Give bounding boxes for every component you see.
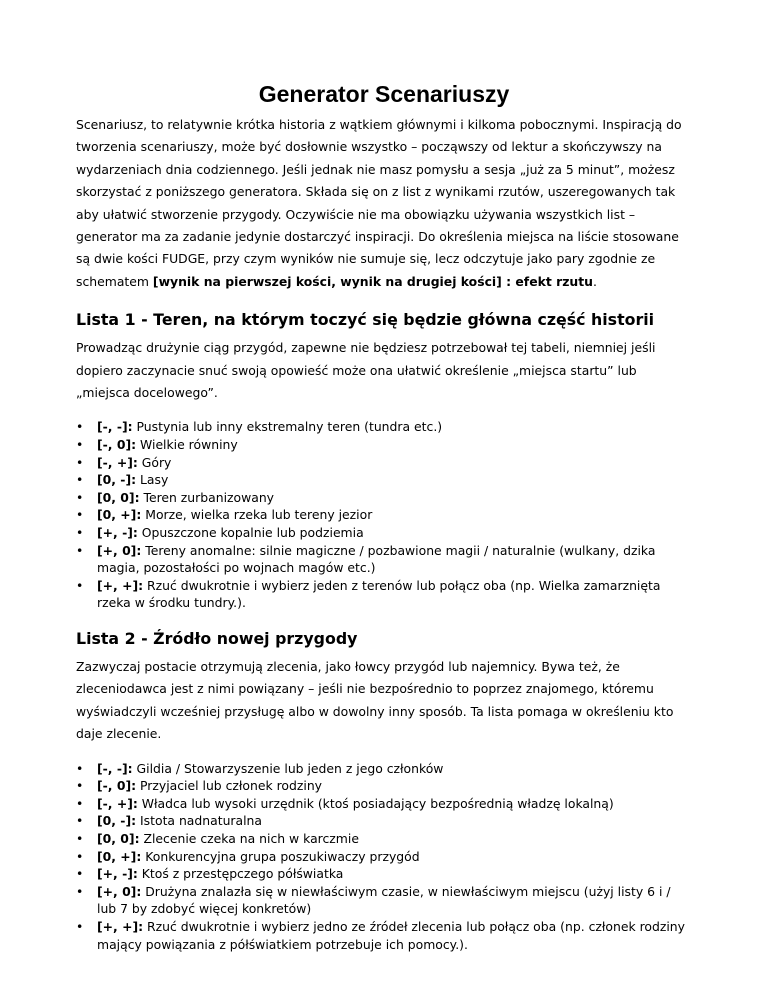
roll-result-key: [+, +]: bbox=[97, 577, 144, 593]
roll-result-key: [-, +]: bbox=[97, 454, 138, 470]
roll-result-text: Opuszczone kopalnie lub podziemia bbox=[137, 525, 364, 541]
list-item bbox=[76, 865, 692, 883]
list-item bbox=[76, 524, 692, 542]
roll-result-key: [0, -]: bbox=[97, 813, 137, 829]
roll-result-key: [-, -]: bbox=[97, 760, 133, 776]
bullet-icon: • bbox=[76, 525, 84, 541]
roll-result-text: Ktoś z przestępczego półświatka bbox=[137, 866, 344, 882]
roll-result-text: Morze, wielka rzeka lub tereny jezior bbox=[141, 507, 373, 523]
list-item bbox=[76, 830, 692, 848]
list-item bbox=[76, 506, 692, 524]
list-2-items bbox=[76, 760, 692, 954]
list-1-description: Prowadząc drużynie ciąg przygód, zapewne nie będziesz potrzebował tej tabeli, niemniej jeśli dopiero zaczynacie snuć swoją opowieść może ona ułatwić określenie „miejsca startu” lub „miejsca docelowego”. bbox=[76, 340, 656, 401]
roll-result-key: [+, -]: bbox=[97, 866, 138, 882]
bullet-icon: • bbox=[76, 831, 84, 846]
roll-result-text: Istota nadnaturalna bbox=[136, 813, 262, 829]
list-item bbox=[76, 577, 692, 612]
list-item bbox=[76, 812, 692, 830]
list-item bbox=[76, 918, 692, 953]
roll-result-text: Teren zurbanizowany bbox=[139, 489, 275, 505]
bullet-icon: • bbox=[76, 507, 84, 523]
bullet-icon: • bbox=[76, 489, 84, 505]
bullet-icon: • bbox=[76, 419, 84, 435]
list-1-heading: Lista 1 - Teren, na którym toczyć się będzie główna część historii bbox=[76, 310, 655, 330]
roll-result-text: Góry bbox=[137, 454, 172, 470]
roll-result-key: [0, +]: bbox=[97, 848, 142, 864]
bullet-icon: • bbox=[76, 918, 84, 934]
list-2-description: Zazwyczaj postacie otrzymują zlecenia, jako łowcy przygód lub najemnicy. Bywa też, że zleceniodawca jest z nimi powiązany – jeśli nie bezpośrednio to poprzez znajomego, któremu wyświadczyli wcześniej przysługę albo w dowolny inny sposób. Ta lista pomaga w określeniu kto daje zlecenie. bbox=[76, 659, 674, 742]
bullet-icon: • bbox=[76, 848, 84, 864]
bullet-icon: • bbox=[76, 795, 84, 811]
roll-result-key: [0, 0]: bbox=[97, 831, 140, 846]
roll-result-key: [+, +]: bbox=[97, 918, 144, 934]
list-item bbox=[76, 471, 692, 489]
roll-result-text: Rzuć dwukrotnie i wybierz jeden z terenów lub połącz oba (np. Wielka zamarznięta rzeka w środku tundry.). bbox=[97, 577, 661, 611]
roll-result-key: [-, 0]: bbox=[97, 437, 137, 453]
bullet-icon: • bbox=[76, 883, 84, 899]
bullet-icon: • bbox=[76, 542, 84, 558]
list-item bbox=[76, 454, 692, 472]
roll-result-text: Wielkie równiny bbox=[136, 437, 238, 453]
page-title: Generator Scenariuszy bbox=[258, 81, 510, 107]
intro-paragraph bbox=[76, 114, 692, 293]
roll-result-text: Władca lub wysoki urzędnik (ktoś posiadający bezpośrednią władzę lokalną) bbox=[137, 795, 614, 811]
bullet-icon: • bbox=[76, 778, 84, 794]
bullet-icon: • bbox=[76, 454, 84, 470]
roll-result-key: [-, 0]: bbox=[97, 778, 137, 794]
roll-result-key: [-, -]: bbox=[97, 419, 133, 435]
bullet-icon: • bbox=[76, 866, 84, 882]
list-2-section bbox=[76, 628, 692, 953]
list-item bbox=[76, 418, 692, 436]
roll-result-text: Gildia / Stowarzyszenie lub jeden z jego członków bbox=[132, 760, 444, 776]
bullet-icon: • bbox=[76, 760, 84, 776]
list-item bbox=[76, 760, 692, 778]
bullet-icon: • bbox=[76, 437, 84, 453]
roll-result-text: Drużyna znalazła się w niewłaściwym czasie, w niewłaściwym miejscu (użyj listy 6 i / lub 7 by zdobyć więcej konkretów) bbox=[97, 883, 671, 917]
intro-text: Scenariusz, to relatywnie krótka historia z wątkiem głównymi i kilkoma pobocznymi. Inspiracją do tworzenia scenariuszy, może być dosłownie wszystko – począwszy od lektur a skończywszy na wydarzeniach dnia codziennego. Jeśli jednak nie masz pomysłu a sesja „już za 5 minut”, możesz skorzystać z poniższego generatora. Składa się on z list z wynikami rzutów, uszeregowanych tak aby ułatwić stworzenie przygody. Oczywiście nie ma obowiązku używania wszystkich list – generator ma za zadanie jedynie dostarczyć inspiracji. Do określenia miejsca na liście stosowane są dwie kości FUDGE, przy czym wyników nie sumuje się, lecz odczytuje jako pary zgodnie ze schematem bbox=[76, 117, 682, 289]
bullet-icon: • bbox=[76, 577, 84, 593]
roll-result-key: [+, -]: bbox=[97, 525, 138, 541]
roll-result-key: [+, 0]: bbox=[97, 883, 142, 899]
roll-result-key: [0, 0]: bbox=[97, 489, 140, 505]
list-item bbox=[76, 777, 692, 795]
list-item bbox=[76, 542, 692, 577]
roll-result-text: Przyjaciel lub członek rodziny bbox=[136, 778, 323, 794]
list-item bbox=[76, 795, 692, 813]
list-1-items bbox=[76, 418, 692, 612]
roll-result-text: Konkurencyjna grupa poszukiwaczy przygód bbox=[141, 848, 420, 864]
list-item bbox=[76, 848, 692, 866]
list-item bbox=[76, 883, 692, 918]
roll-result-key: [-, +]: bbox=[97, 795, 138, 811]
roll-result-key: [+, 0]: bbox=[97, 542, 142, 558]
list-1-section bbox=[76, 309, 692, 612]
intro-schema-bold: [wynik na pierwszej kości, wynik na drugiej kości] : efekt rzutu bbox=[152, 273, 593, 289]
list-2-heading: Lista 2 - Źródło nowej przygody bbox=[76, 629, 358, 648]
roll-result-key: [0, +]: bbox=[97, 507, 142, 523]
roll-result-text: Lasy bbox=[136, 472, 169, 488]
list-item bbox=[76, 489, 692, 507]
bullet-icon: • bbox=[76, 813, 84, 829]
bullet-icon: • bbox=[76, 472, 84, 488]
roll-result-text: Zlecenie czeka na nich w karczmie bbox=[139, 831, 359, 846]
roll-result-key: [0, -]: bbox=[97, 472, 137, 488]
roll-result-text: Rzuć dwukrotnie i wybierz jedno ze źródeł zlecenia lub połącz oba (np. członek rodziny mający powiązania z półświatkiem potrzebuje ich pomocy.). bbox=[97, 918, 685, 952]
list-item bbox=[76, 436, 692, 454]
roll-result-text: Tereny anomalne: silnie magiczne / pozbawione magii / naturalnie (wulkany, dzika magia, pozostałości po wojnach magów etc.) bbox=[97, 542, 656, 576]
roll-result-text: Pustynia lub inny ekstremalny teren (tundra etc.) bbox=[132, 419, 443, 435]
intro-end: . bbox=[592, 273, 597, 289]
